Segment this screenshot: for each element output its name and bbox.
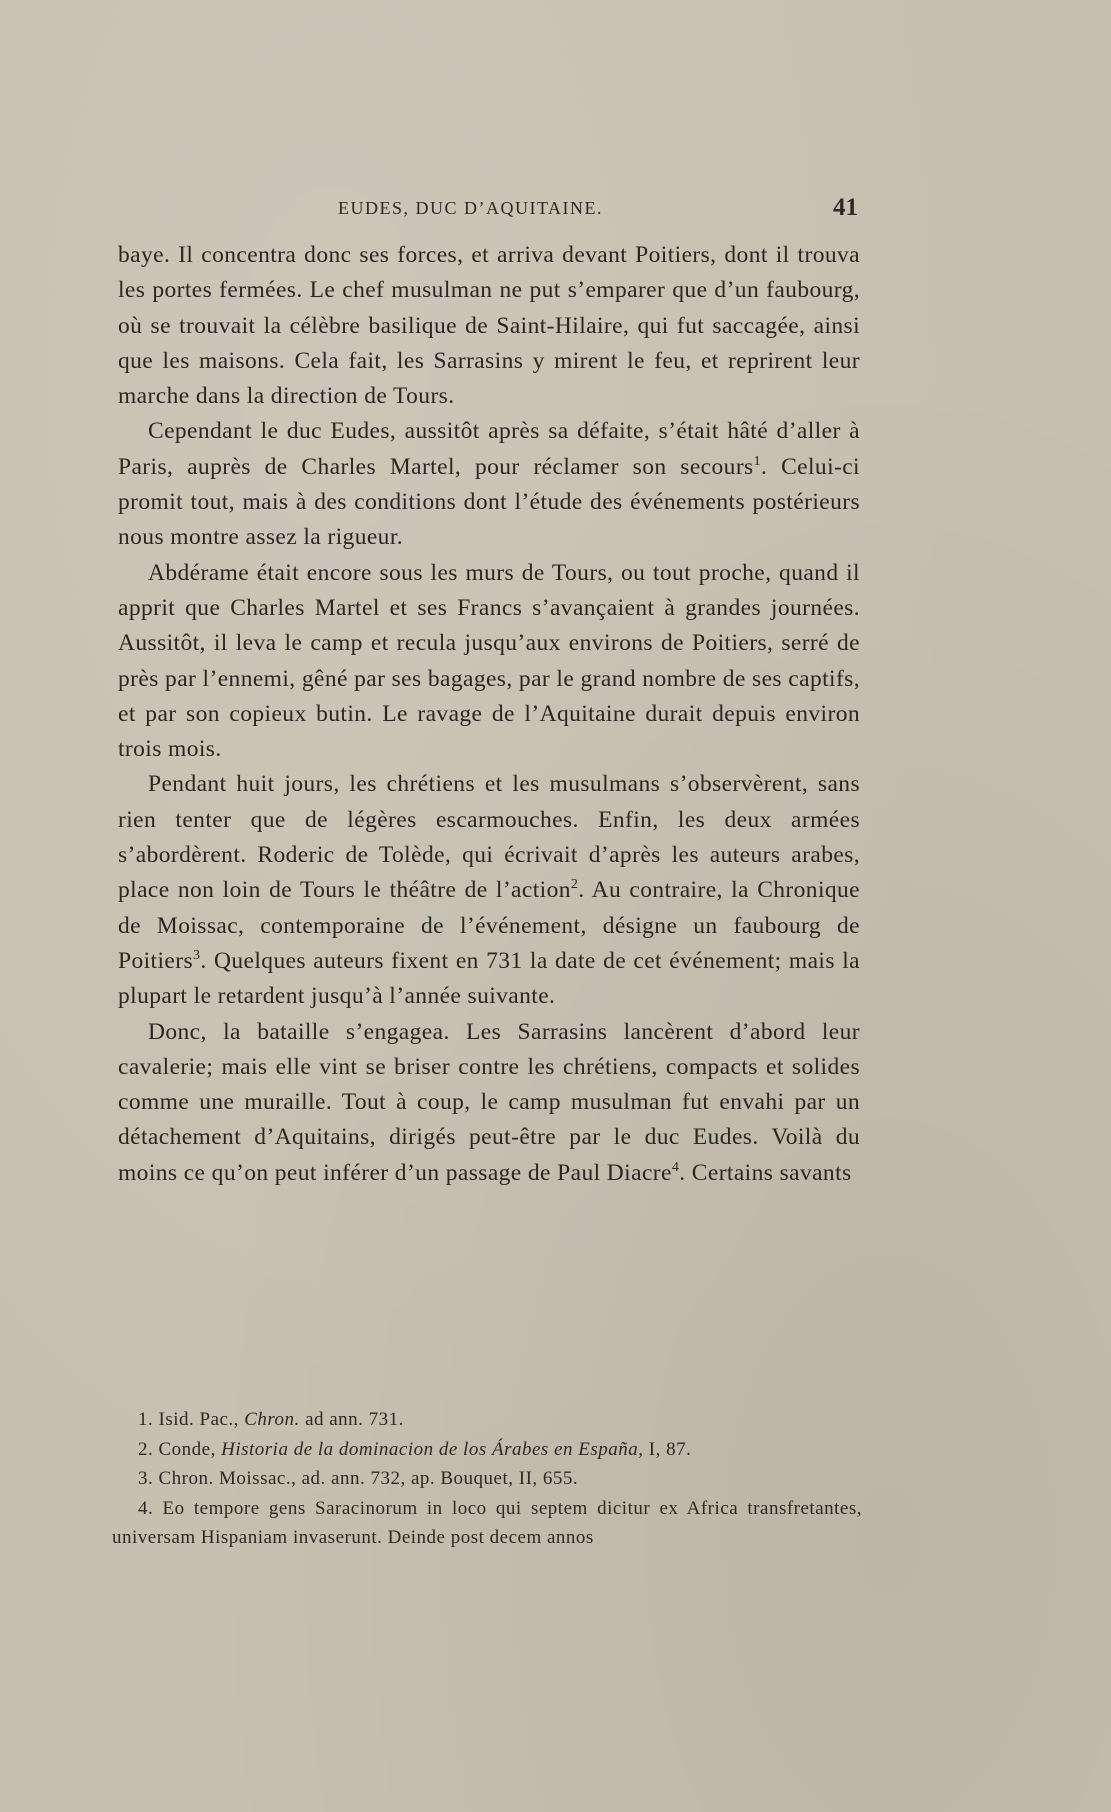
page-header	[118, 194, 858, 224]
footnote-3	[112, 1464, 862, 1494]
footnote-ref-2: 2	[570, 877, 579, 893]
text-run: Donc, la bataille s’engagea. Les Sarrasins lancèrent d’abord leur cavalerie; mais elle vint se briser contre les chrétiens, compacts et solides comme une muraille. Tout à coup, le camp musulman fut envahi par un détachement d’Aquitains, dirigés peut-être par le duc Eudes. Voilà du moins ce qu’on peut inférer d’un passage de Paul Diacre	[118, 1018, 860, 1186]
page-number: 41	[833, 194, 858, 221]
text-run: . Quelques auteurs fixent en 731 la date de cet événement; mais la plupart le retardent jusqu’à l’année suivante.	[118, 947, 860, 1010]
footnote-1	[112, 1405, 862, 1435]
main-text	[118, 238, 860, 1191]
footnotes	[112, 1405, 862, 1553]
footnote-text: 4. Eo tempore gens Saracinorum in loco qui septem dicitur ex Africa transfretantes, universam Hispaniam invaserunt. Deinde post decem annos	[112, 1497, 862, 1548]
paragraph-4	[118, 767, 860, 1014]
footnote-work-title: Chron.	[244, 1409, 300, 1430]
text-run: Cependant le duc Eudes, aussitôt après sa défaite, s’était hâté d’aller à Paris, auprès de Charles Martel, pour réclamer son secours	[118, 418, 860, 480]
footnote-text: , I, 87.	[638, 1438, 692, 1460]
footnote-ref-3: 3	[193, 948, 201, 964]
text-run: . Celui-ci promit tout, mais à des conditions dont l’étude des événements postérieurs nous montre assez la rigueur.	[118, 453, 860, 551]
text-run: baye. Il concentra donc ses forces, et arriva devant Poitiers, dont il trouva les portes fermées. Le chef musulman ne put s’emparer que d’un faubourg, où se trouvait la célèbre basilique de Saint-Hilaire, qui fut saccagée, ainsi que les maisons. Cela fait, les Sarrasins y mirent le feu, et reprirent leur marche dans la direction de Tours.	[118, 242, 860, 410]
text-run: Pendant huit jours, les chrétiens et les musulmans s’observèrent, sans rien tenter que de légères escarmouches. Enfin, les deux armées s’abordèrent. Roderic de Tolède, qui écrivait d’après les auteurs arabes, place non loin de Tours le théâtre de l’action	[118, 771, 860, 904]
footnote-ref-4: 4	[671, 1159, 680, 1175]
text-run: Abdérame était encore sous les murs de Tours, ou tout proche, quand il apprit que Charles Martel et ses Francs s’avançaient à grandes journées. Aussitôt, il leva le camp et recula jusqu’aux environs de Poitiers, serré de près par l’ennemi, gêné par ses bagages, par le grand nombre de ses captifs, et par son copieux butin. Le ravage de l’Aquitaine durait depuis environ trois mois.	[118, 559, 860, 763]
footnote-2	[112, 1435, 862, 1465]
footnote-text: 3. Chron. Moissac., ad. ann. 732, ap. Bouquet, II, 655.	[138, 1468, 579, 1489]
footnote-text: 2. Conde,	[138, 1438, 222, 1460]
paragraph-2	[118, 414, 860, 555]
text-run: . Certains savants	[679, 1159, 852, 1186]
paragraph-5	[118, 1015, 860, 1191]
paragraph-1	[118, 238, 860, 414]
footnote-text: 1. Isid. Pac.,	[138, 1409, 245, 1430]
text-run: . Au contraire, la Chronique de Moissac, contemporaine de l’événement, désigne un faubourg de Poitiers	[118, 877, 861, 974]
footnote-work-title: Historia de la dominacion de los Árabes en España	[221, 1438, 639, 1460]
paragraph-3	[118, 556, 860, 768]
running-title: EUDES, DUC D’AQUITAINE.	[338, 198, 604, 218]
footnote-4	[112, 1494, 862, 1553]
footnote-ref-1: 1	[753, 453, 761, 469]
footnote-text: ad ann. 731.	[299, 1409, 404, 1430]
